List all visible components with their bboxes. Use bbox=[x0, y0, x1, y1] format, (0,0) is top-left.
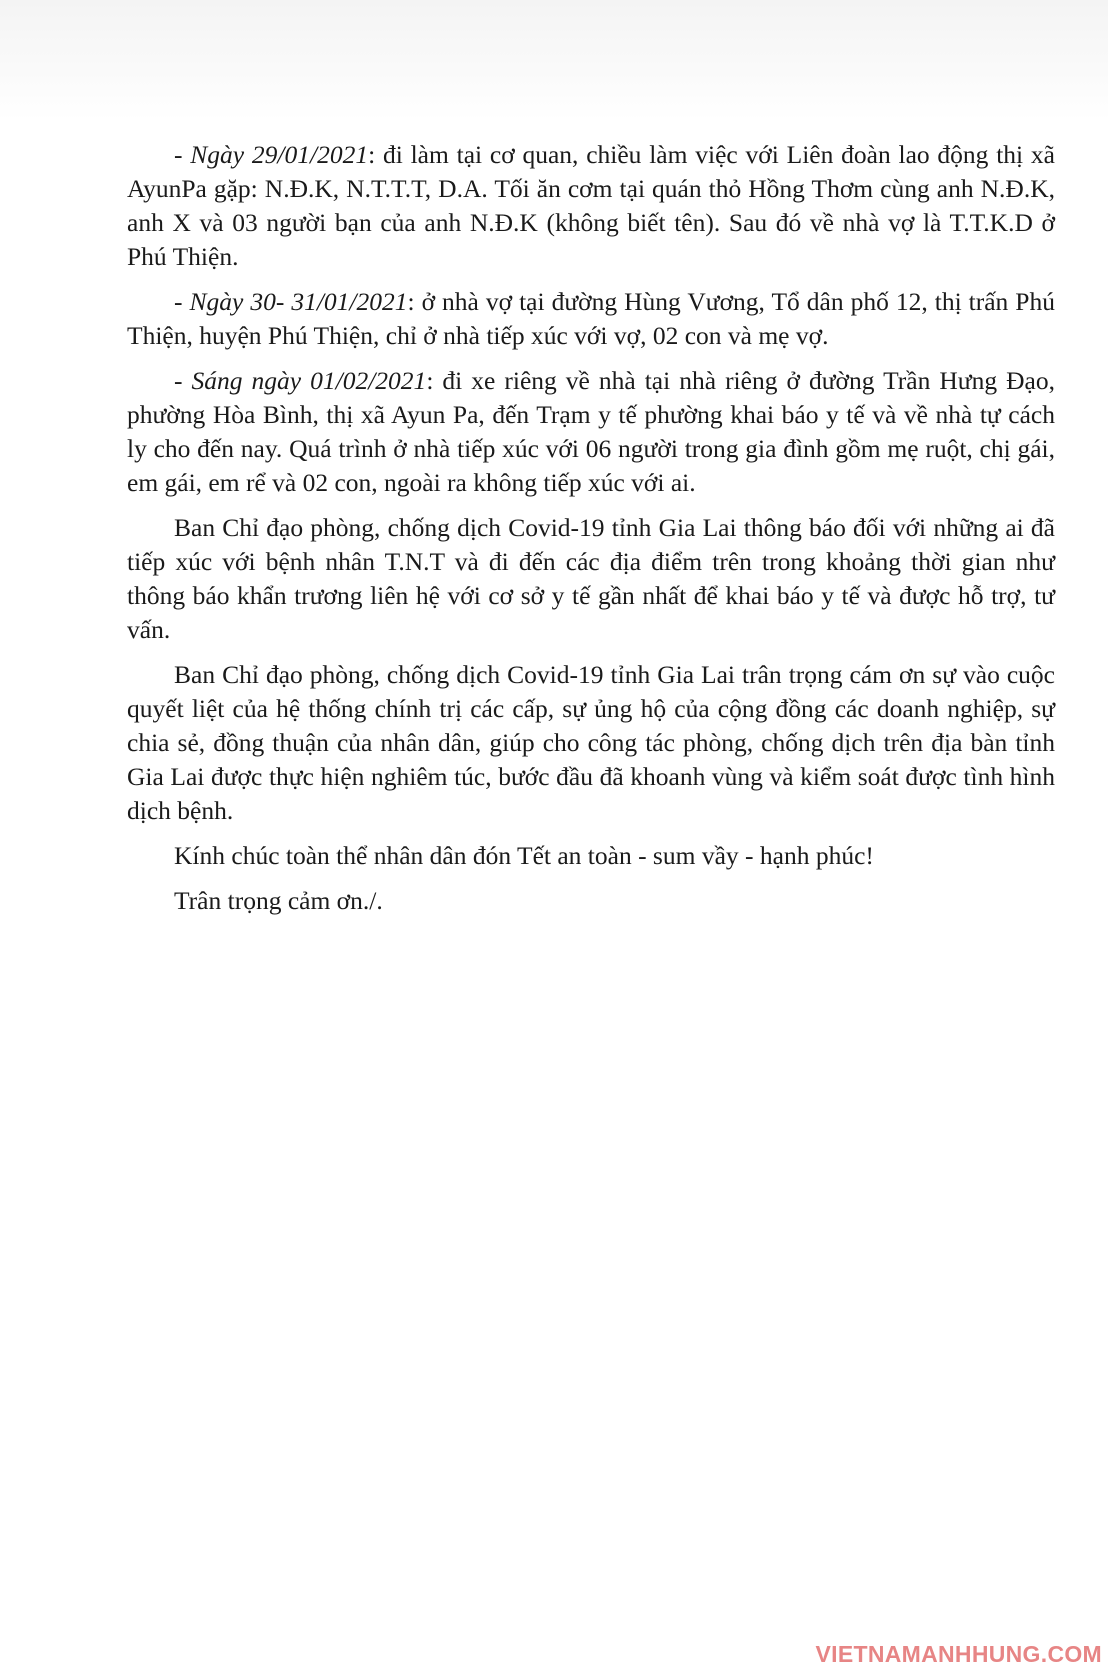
paragraph-text: Ban Chỉ đạo phòng, chống dịch Covid-19 tỉnh Gia Lai trân trọng cám ơn sự vào cuộc quyết liệt của hệ thống chính trị các cấp, sự ủng hộ của cộng đồng các doanh nghiệp, sự chia sẻ, đồng thuận của nhân dân, giúp cho công tác phòng, chống dịch trên địa bàn tỉnh Gia Lai được thực hiện nghiêm túc, bước đầu đã khoanh vùng và kiểm soát được tình hình dịch bệnh. bbox=[127, 660, 1055, 825]
paragraph-day-29 bbox=[127, 138, 1055, 274]
paragraph-lead: - bbox=[174, 140, 191, 169]
paragraph-text: Trân trọng cảm ơn./. bbox=[174, 886, 383, 915]
paragraph-date: Ngày 30- 31/01/2021 bbox=[189, 287, 408, 316]
paragraph-day-30-31 bbox=[127, 285, 1055, 353]
paragraph-date: Ngày 29/01/2021 bbox=[190, 140, 369, 169]
paragraph-text: Ban Chỉ đạo phòng, chống dịch Covid-19 tỉnh Gia Lai thông báo đối với những ai đã tiếp xúc với bệnh nhân T.N.T và đi đến các địa điểm trên trong khoảng thời gian như thông báo khẩn trương liên hệ với cơ sở y tế gần nhất để khai báo y tế và được hỗ trợ, tư vấn. bbox=[127, 513, 1055, 644]
paragraph-lead: - bbox=[174, 287, 190, 316]
paragraph-closing bbox=[127, 884, 1055, 918]
paragraph-morning-01-02 bbox=[127, 364, 1055, 500]
paragraph-text: Kính chúc toàn thể nhân dân đón Tết an toàn - sum vầy - hạnh phúc! bbox=[174, 841, 874, 870]
paragraph-date: Sáng ngày 01/02/2021 bbox=[191, 366, 427, 395]
paragraph-text: : đi làm tại cơ quan, chiều làm việc với Liên đoàn lao động thị xã AyunPa gặp: N.Đ.K, N.T.T.T, D.A. Tối ăn cơm tại quán thỏ Hồng Thơm cùng anh N.Đ.K, anh X và 03 người bạn của anh N.Đ.K (không biết tên). Sau đó về nhà vợ là T.T.K.D ở Phú Thiện. bbox=[127, 140, 1055, 271]
document-body bbox=[127, 138, 1055, 929]
paragraph-greeting bbox=[127, 839, 1055, 873]
site-watermark: VIETNAMANHHUNG.COM bbox=[815, 1641, 1102, 1667]
paragraph-thanks bbox=[127, 658, 1055, 828]
paragraph-notice bbox=[127, 511, 1055, 647]
paragraph-text: : đi xe riêng về nhà tại nhà riêng ở đường Trần Hưng Đạo, phường Hòa Bình, thị xã Ayun Pa, đến Trạm y tế phường khai báo y tế và về nhà tự cách ly cho đến nay. Quá trình ở nhà tiếp xúc với 06 người trong gia đình gồm mẹ ruột, chị gái, em gái, em rể và 02 con, ngoài ra không tiếp xúc với ai. bbox=[127, 366, 1055, 497]
paragraph-lead: - bbox=[174, 366, 192, 395]
paragraph-text: : ở nhà vợ tại đường Hùng Vương, Tổ dân phố 12, thị trấn Phú Thiện, huyện Phú Thiện, chỉ ở nhà tiếp xúc với vợ, 02 con và mẹ vợ. bbox=[127, 287, 1055, 350]
